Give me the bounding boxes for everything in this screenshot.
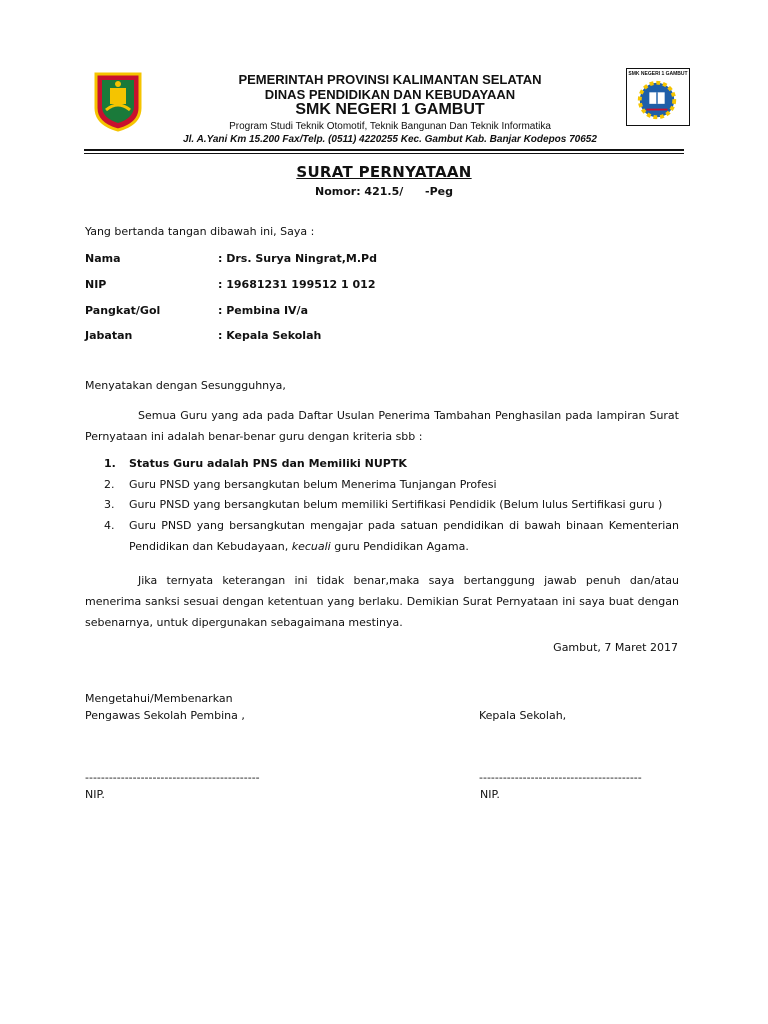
- statement-paragraph: Semua Guru yang ada pada Daftar Usulan Penerima Tambahan Penghasilan pada lampiran Surat Pernyataan ini adalah benar-benar guru dengan kriteria sbb :: [85, 409, 679, 443]
- closing-paragraph: Jika ternyata keterangan ini tidak benar,maka saya bertanggung jawab penuh dan/atau menerima sanksi sesuai dengan ketentuan yang berlaku. Demikian Surat Pernyataan ini saya buat dengan sebenarnya, untuk dipergunakan sebagaimana mestinya.: [85, 574, 679, 629]
- field-label-position: Jabatan: [85, 329, 133, 342]
- sign-right-role: Kepala Sekolah,: [479, 709, 567, 722]
- criteria-item: Status Guru adalah PNS dan Memiliki NUPTK: [129, 457, 407, 470]
- criteria-number: 3.: [104, 498, 115, 511]
- sign-left-role: Pengawas Sekolah Pembina ,: [85, 709, 245, 722]
- declaration-text: Menyatakan dengan Sesungguhnya,: [85, 379, 286, 392]
- letterhead-divider-thick: [84, 149, 684, 151]
- document-number-suffix: -Peg: [425, 185, 453, 198]
- criteria-item: Guru PNSD yang bersangkutan belum memiliki Sertifikasi Pendidik (Belum lulus Sertifikasi guru ): [129, 498, 663, 511]
- nip-right: NIP.: [480, 788, 500, 801]
- document-number: Nomor: 421.5/: [315, 185, 404, 198]
- document-title: SURAT PERNYATAAN: [296, 163, 472, 181]
- criteria-item-continuation-a: Pendidikan dan Kebudayaan,: [129, 540, 289, 553]
- criteria-item-continuation: [129, 540, 469, 553]
- field-value-name: : Drs. Surya Ningrat,M.Pd: [218, 252, 377, 265]
- criteria-number: 1.: [104, 457, 116, 470]
- sign-left-title: Mengetahui/Membenarkan: [85, 692, 233, 705]
- criteria-number: 2.: [104, 478, 115, 491]
- government-name: PEMERINTAH PROVINSI KALIMANTAN SELATAN: [238, 72, 542, 87]
- field-value-rank: : Pembina IV/a: [218, 304, 308, 317]
- field-value-nip: : 19681231 199512 1 012: [218, 278, 376, 291]
- field-label-nip: NIP: [85, 278, 107, 291]
- place-date: Gambut, 7 Maret 2017: [553, 641, 678, 654]
- school-emblem: [626, 68, 690, 126]
- school-emblem-label: SMK NEGERI 1 GAMBUT: [628, 71, 688, 77]
- letterhead-divider-thin: [84, 153, 684, 154]
- criteria-item: Guru PNSD yang bersangkutan mengajar pada satuan pendidikan di bawah binaan Kementerian: [129, 519, 679, 532]
- signature-line-left: --------------------------------------------: [85, 771, 260, 784]
- field-label-name: Nama: [85, 252, 121, 265]
- field-label-rank: Pangkat/Gol: [85, 304, 161, 317]
- criteria-item-continuation-c: guru Pendidikan Agama.: [334, 540, 469, 553]
- nip-left: NIP.: [85, 788, 105, 801]
- criteria-item-exception: kecuali: [291, 540, 331, 553]
- school-address: Jl. A.Yani Km 15.200 Fax/Telp. (0511) 4220255 Kec. Gambut Kab. Banjar Kodepos 70652: [183, 134, 597, 145]
- signature-line-right: -----------------------------------------: [479, 771, 642, 784]
- criteria-item: Guru PNSD yang bersangkutan belum Menerima Tunjangan Profesi: [129, 478, 497, 491]
- intro-text: Yang bertanda tangan dibawah ini, Saya :: [85, 225, 315, 238]
- criteria-number: 4.: [104, 519, 115, 532]
- department-name: DINAS PENDIDIKAN DAN KEBUDAYAAN: [264, 87, 516, 102]
- study-programs: Program Studi Teknik Otomotif, Teknik Bangunan Dan Teknik Informatika: [229, 121, 551, 132]
- school-emblem-icon: [627, 77, 687, 123]
- school-name: SMK NEGERI 1 GAMBUT: [295, 101, 485, 118]
- field-value-position: : Kepala Sekolah: [218, 329, 322, 342]
